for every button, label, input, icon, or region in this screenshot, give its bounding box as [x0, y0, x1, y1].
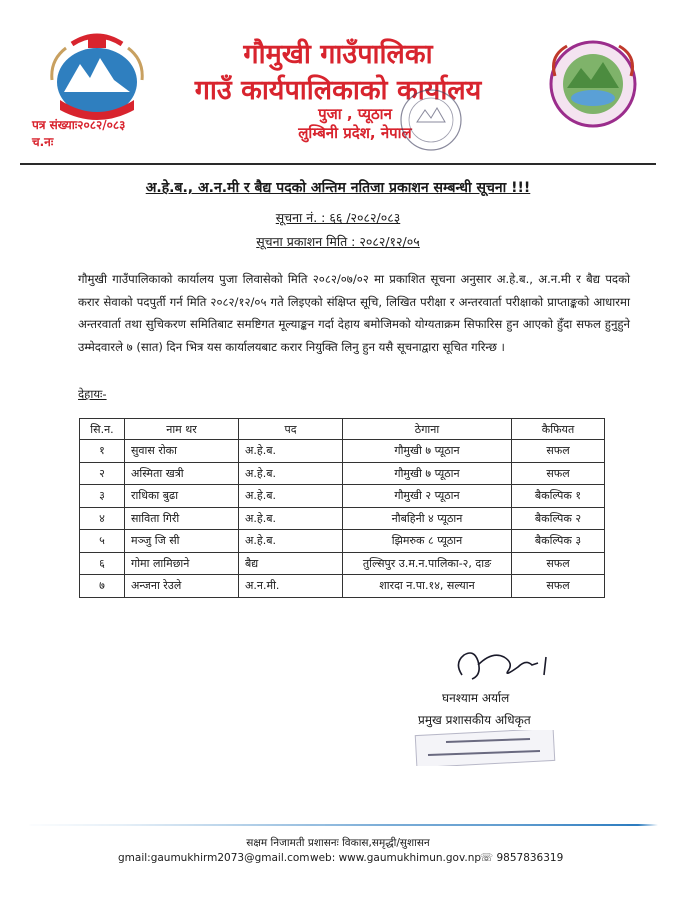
cell-post: अ.हे.ब.	[239, 462, 343, 485]
table-row	[80, 462, 605, 485]
notice-publish-date: सूचना प्रकाशन मिति : २०८२/१२/०५	[256, 234, 420, 249]
cell-address: शारदा न.पा.१४, सल्यान	[343, 575, 512, 598]
cell-name: अन्जना रेउले	[125, 575, 239, 598]
details-label: देहायः-	[78, 387, 107, 401]
footer-email[interactable]: gmail:gaumukhirm2073@gmail.com	[118, 852, 310, 864]
cell-serial: ५	[80, 530, 125, 553]
org-name: गौमुखी गाउँपालिका	[243, 39, 433, 70]
municipality-logo-icon	[543, 36, 643, 132]
cell-name: साविता गिरी	[125, 507, 239, 530]
cell-remarks: सफल	[512, 575, 605, 598]
signature-icon	[448, 645, 558, 687]
cell-name: मञ्जु जि सी	[125, 530, 239, 553]
cell-post: अ.न.मी.	[239, 575, 343, 598]
cell-post: बैद्य	[239, 552, 343, 575]
cell-post: अ.हे.ब.	[239, 507, 343, 530]
header-post: पद	[239, 419, 343, 440]
cell-address: गौमुखी ७ प्यूठान	[343, 440, 512, 463]
cell-address: नौबहिनी ४ प्यूठान	[343, 507, 512, 530]
office-name: गाउँ कार्यपालिकाको कार्यालय	[194, 75, 482, 106]
header-address: ठेगाना	[343, 419, 512, 440]
nepal-government-emblem-icon	[42, 30, 152, 126]
cell-remarks: बैकल्पिक २	[512, 507, 605, 530]
signatory-name: घनश्याम अर्याल	[442, 691, 510, 705]
notice-heading: अ.हे.ब., अ.न.मी र बैद्य पदको अन्तिम नतिजा प्रकाशन सम्बन्धी सूचना !!!	[145, 180, 531, 196]
header-divider	[20, 163, 656, 165]
table-row	[80, 552, 605, 575]
cell-address: तुल्सिपुर उ.म.न.पालिका-२, दाङ	[343, 552, 512, 575]
notice-body: गौमुखी गाउँपालिकाको कार्यालय पुजा लिवासेको मिति २०८२/०७/०२ मा प्रकाशित सूचना अनुसार अ.हे.ब., अ.न.मी र बैद्य पदको करार सेवाको पदपुर्ती गर्न मिति २०८२/१२/०५ गते लिइएको संक्षिप्त सूचि, लिखित परीक्षा र अन्तरवार्ता परीक्षाको प्राप्ताङ्कको आधारमा अन्तरवार्ता तथा सुचिकरण समितिबाट समष्टिगत मूल्याङ्कन गर्दा देहाय बमोजिमको योग्यताक्रम सिफारिस हुन आएको हुँदा सफल हुनुहुने उम्मेदवारले ७ (सात) दिन भित्र यस कार्यालयबाट करार नियुक्ति लिनु हुन यसै सूचनाद्वारा सूचित गरिन्छ ।	[78, 272, 630, 354]
header-serial: सि.न.	[80, 419, 125, 440]
notice-number: सूचना नं. : ६६ /२०८२/०८३	[275, 210, 401, 225]
cell-post: अ.हे.ब.	[239, 530, 343, 553]
header-remarks: कैफियत	[512, 419, 605, 440]
footer-phone: ☏ 9857836319	[480, 852, 564, 864]
cell-remarks: सफल	[512, 462, 605, 485]
cell-address: झिमरुक ८ प्यूठान	[343, 530, 512, 553]
cell-remarks: सफल	[512, 440, 605, 463]
official-name-stamp-icon	[412, 730, 558, 766]
cell-post: अ.हे.ब.	[239, 485, 343, 508]
signatory-title: प्रमुख प्रशासकीय अधिकृत	[418, 713, 531, 727]
footer-website[interactable]: web: www.gaumukhimun.gov.np	[310, 852, 482, 864]
table-row	[80, 485, 605, 508]
cell-serial: २	[80, 462, 125, 485]
cell-post: अ.हे.ब.	[239, 440, 343, 463]
cell-serial: ६	[80, 552, 125, 575]
cell-name: सुवास रोका	[125, 440, 239, 463]
table-row	[80, 507, 605, 530]
reference-number: पत्र संख्याः२०८२/०८३	[32, 118, 126, 132]
table-row	[80, 530, 605, 553]
cha-number: च.नः	[32, 135, 54, 149]
footer-divider-arrow	[18, 823, 658, 827]
address-line-1: पुजा , प्यूठान	[318, 105, 392, 123]
table-row	[80, 440, 605, 463]
cell-serial: ७	[80, 575, 125, 598]
footer-motto: सक्षम निजामती प्रशासनः विकास,समृद्धी/सुशासन	[246, 837, 430, 849]
cell-name: गोमा लामिछाने	[125, 552, 239, 575]
reference-block	[32, 117, 125, 151]
cell-address: गौमुखी ७ प्यूठान	[343, 462, 512, 485]
cell-serial: १	[80, 440, 125, 463]
results-table	[79, 418, 605, 598]
table-row	[80, 575, 605, 598]
cell-serial: ३	[80, 485, 125, 508]
cell-serial: ४	[80, 507, 125, 530]
cell-remarks: बैकल्पिक १	[512, 485, 605, 508]
cell-remarks: बैकल्पिक ३	[512, 530, 605, 553]
office-stamp-icon	[395, 84, 467, 156]
cell-name: अस्मिता खत्री	[125, 462, 239, 485]
address-line-2: लुम्बिनी प्रदेश, नेपाल	[298, 124, 412, 142]
header-name: नाम थर	[125, 419, 239, 440]
cell-remarks: सफल	[512, 552, 605, 575]
table-header-row	[80, 419, 605, 440]
cell-name: राधिका बुढा	[125, 485, 239, 508]
cell-address: गौमुखी २ प्यूठान	[343, 485, 512, 508]
